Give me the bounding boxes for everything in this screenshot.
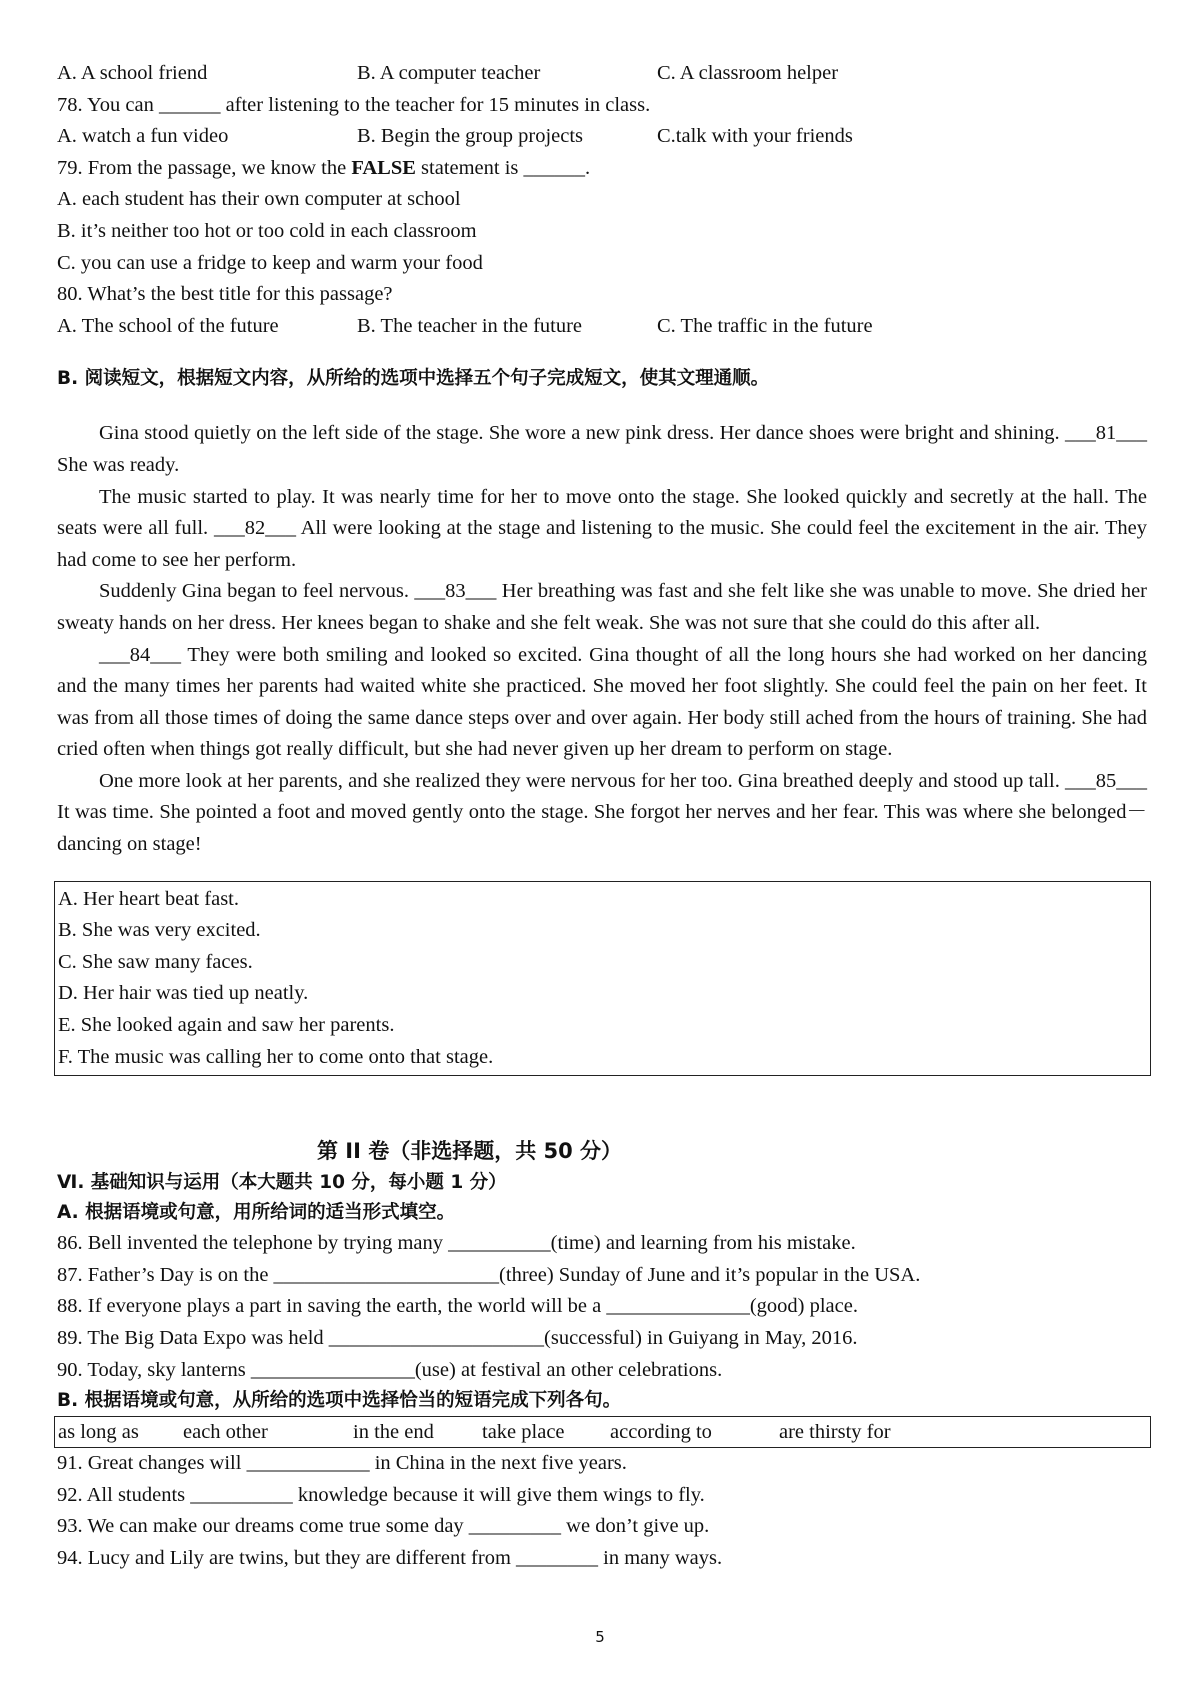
phrase-take-place: take place: [482, 1421, 565, 1444]
fill-item-89: 89. The Big Data Expo was held _____________________(successful) in Guiyang in May, 2016.: [57, 1327, 858, 1349]
reading-passage: [57, 418, 1147, 860]
q77-option-c: C. A classroom helper: [657, 62, 839, 84]
q79-option-b: B. it’s neither too hot or too cold in each classroom: [57, 219, 477, 242]
passage-paragraph-4: ___84___ They were both smiling and looked so excited. Gina thought of all the long hours she had worked on her dancing and the many times her parents had waited white she practiced. She moved her foot slightly. She could feel the pain on her feet. It was from all those times of doing the same dance steps over and over again. Her body still ached from the hours of training. She had cried often when things got really difficult, but she had never given up her dream to perform on stage.: [57, 643, 1147, 761]
choice-a: A. Her heart beat fast.: [58, 887, 239, 910]
q78-option-b: B. Begin the group projects: [357, 125, 584, 148]
fill-item-86: 86. Bell invented the telephone by trying many __________(time) and learning from his mistake.: [57, 1232, 856, 1255]
q80-option-c: C. The traffic in the future: [657, 314, 873, 337]
passage-paragraph-3: Suddenly Gina began to feel nervous. ___83___ Her breathing was fast and she felt like she was unable to move. She dried her sweaty hands on her dress. Her knees began to shake and she felt weak. She was not sure that she could do this after all.: [57, 580, 1147, 634]
sentence-choices-box: [54, 881, 1151, 1077]
part-two-title: 第 II 卷（非选择题，共 50 分）: [316, 1139, 623, 1164]
exam-page: [57, 58, 1147, 1575]
passage-paragraph-1: Gina stood quietly on the left side of the stage. She wore a new pink dress. Her dance shoes were bright and shining. ___81___ She was ready.: [57, 422, 1147, 476]
q80-option-a: A. The school of the future: [57, 314, 279, 337]
phrase-each-other: each other: [183, 1421, 268, 1444]
phrase-item-92: 92. All students __________ knowledge because it will give them wings to fly.: [57, 1483, 705, 1506]
phrase-item-93: 93. We can make our dreams come true some day _________ we don’t give up.: [57, 1515, 710, 1538]
q80-option-b: B. The teacher in the future: [357, 314, 583, 337]
q78-question: 78. You can ______ after listening to the teacher for 15 minutes in class.: [57, 93, 651, 116]
choice-c: C. She saw many faces.: [58, 950, 253, 973]
q79-text-post: statement is ______.: [415, 156, 591, 179]
choice-f: F. The music was calling her to come onto that stage.: [58, 1045, 494, 1068]
part-six-b-heading: B. 根据语境或句意，从所给的选项中选择恰当的短语完成下列各句。: [57, 1390, 622, 1412]
q79-question: [57, 153, 1147, 185]
choice-d: D. Her hair was tied up neatly.: [58, 982, 309, 1005]
section-b-heading: B. 阅读短文，根据短文内容，从所给的选项中选择五个句子完成短文，使其文理通顺。: [57, 368, 770, 390]
q79-option-c: C. you can use a fridge to keep and warm your food: [57, 251, 483, 274]
choice-e: E. She looked again and saw her parents.: [58, 1014, 395, 1037]
choice-b: B. She was very excited.: [58, 919, 261, 942]
q78-option-c: C.talk with your friends: [657, 125, 853, 148]
q77-options: [57, 58, 1147, 90]
q77-option-b: B. A computer teacher: [357, 62, 541, 84]
phrase-item-91: 91. Great changes will ____________ in China in the next five years.: [57, 1452, 627, 1475]
q79-bold-word: FALSE: [351, 156, 416, 179]
q77-option-a: A. A school friend: [57, 62, 208, 84]
fill-item-88: 88. If everyone plays a part in saving the earth, the world will be a ______________(good) place.: [57, 1295, 858, 1318]
q80-question: 80. What’s the best title for this passage?: [57, 283, 393, 306]
q80-options: [57, 311, 1147, 343]
page-number: 5: [595, 1628, 605, 1646]
phrase-options-box: [54, 1416, 1151, 1448]
part-six-heading: Ⅵ. 基础知识与运用（本大题共 10 分，每小题 1 分）: [57, 1172, 507, 1194]
fill-item-90: 90. Today, sky lanterns ________________(use) at festival an other celebrations.: [57, 1358, 723, 1381]
q78-option-a: A. watch a fun video: [57, 125, 229, 148]
phrase-in-the-end: in the end: [353, 1421, 434, 1444]
phrase-as-long-as: as long as: [58, 1421, 139, 1444]
q78-options: [57, 121, 1147, 153]
q79-option-a: A. each student has their own computer at school: [57, 188, 461, 211]
passage-paragraph-2: The music started to play. It was nearly time for her to move onto the stage. She looked quickly and secretly at the hall. The seats were all full. ___82___ All were looking at the stage and listening to the music. She could feel the excitement in the air. They had come to see her perform.: [57, 485, 1147, 571]
phrase-according-to: according to: [610, 1421, 712, 1444]
passage-paragraph-5: One more look at her parents, and she realized they were nervous for her too. Gina breathed deeply and stood up tall. ___85___ It was time. She pointed a foot and moved gently onto the stage. She forgot her nerves and her fear. This was where she belonged－dancing on stage!: [57, 769, 1147, 856]
phrase-item-94: 94. Lucy and Lily are twins, but they are different from ________ in many ways.: [57, 1546, 723, 1569]
q79-text-pre: 79. From the passage, we know the: [57, 156, 352, 179]
part-six-a-heading: A. 根据语境或句意，用所给词的适当形式填空。: [57, 1202, 456, 1224]
phrase-are-thirsty-for: are thirsty for: [779, 1421, 891, 1444]
fill-item-87: 87. Father’s Day is on the ______________________(three) Sunday of June and it’s popular in the USA.: [57, 1263, 921, 1286]
